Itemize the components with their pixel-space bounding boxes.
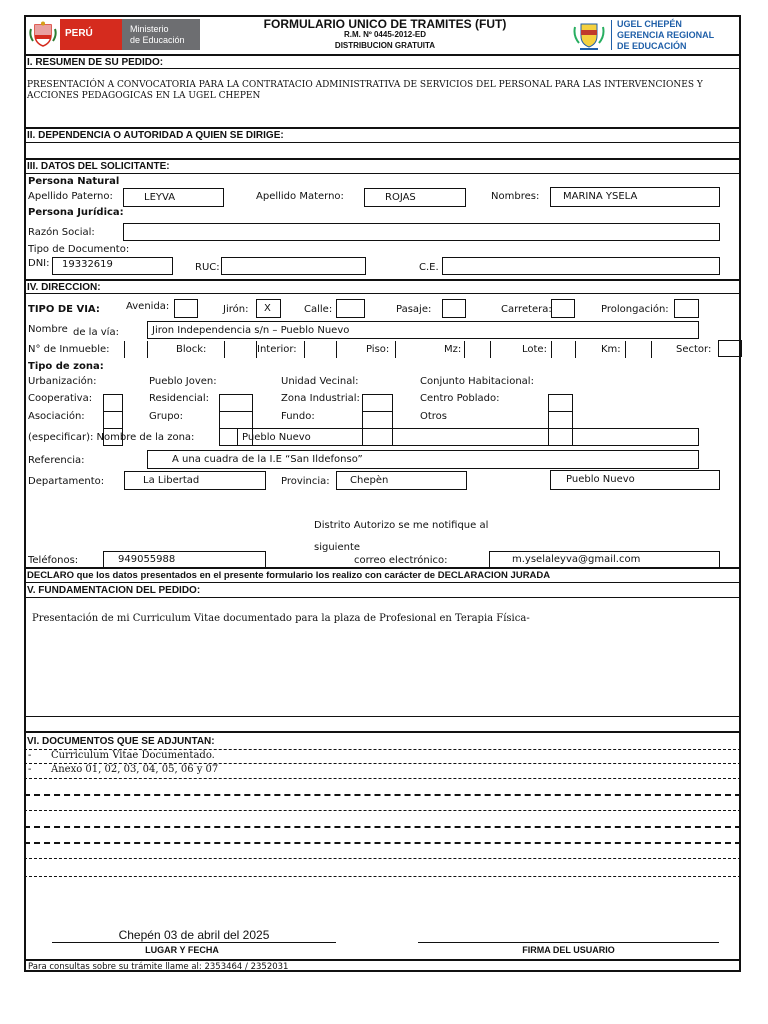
- section-6-title: VI. DOCUMENTOS QUE SE ADJUNTAN:: [27, 736, 215, 747]
- zone-checkbox[interactable]: [548, 411, 573, 429]
- ugel-line3: DE EDUCACIÓN: [617, 41, 687, 51]
- lugar-fecha-label: LUGAR Y FECHA: [145, 945, 219, 955]
- declaracion-jurada: DECLARO que los datos presentados en el presente formulario los realizo con carácter de DECLARACION JURADA: [27, 570, 551, 581]
- calle-checkbox[interactable]: [336, 299, 365, 318]
- zone-checkbox[interactable]: [219, 411, 253, 429]
- ugel-logo: [572, 18, 742, 52]
- section-1-title: I. RESUMEN DE SU PEDIDO:: [27, 57, 164, 68]
- rule: [24, 127, 741, 129]
- dotted-line: [24, 842, 741, 844]
- prolongacion-label: Prolongación:: [601, 304, 669, 315]
- firma-label: FIRMA DEL USUARIO: [522, 945, 615, 955]
- correo-label: correo electrónico:: [354, 555, 448, 566]
- nombre-via-label-a: Nombre: [28, 324, 68, 335]
- avenida-label: Avenida:: [126, 301, 170, 312]
- avenida-checkbox[interactable]: [174, 299, 198, 318]
- signature-line-left: [52, 942, 336, 943]
- divider: [395, 341, 396, 358]
- otros-label: Otros: [420, 411, 448, 422]
- regional-emblem-icon: [572, 19, 606, 51]
- lote-label: Lote:: [522, 344, 547, 355]
- divider: [625, 341, 626, 358]
- residencial-label: Residencial:: [149, 393, 210, 404]
- nombre-zona-field[interactable]: Pueblo Nuevo: [237, 428, 699, 446]
- rule: [24, 158, 741, 160]
- dotted-line: [24, 778, 741, 779]
- distribution-note: DISTRIBUCION GRATUITA: [334, 41, 436, 50]
- dotted-line: [24, 858, 741, 859]
- doc-item-2[interactable]: Anexo 01, 02, 03, 04, 05, 06 y 07: [51, 764, 219, 775]
- dotted-line: [24, 876, 741, 877]
- ruc-label: RUC:: [195, 262, 220, 273]
- ap-materno-label: Apellido Materno:: [256, 191, 344, 202]
- zone-checkbox[interactable]: [362, 411, 393, 429]
- divider: [575, 341, 576, 358]
- provincia-field[interactable]: Chepèn: [336, 471, 467, 490]
- divider: [147, 341, 148, 358]
- section-5-title: V. FUNDAMENTACION DEL PEDIDO:: [27, 585, 201, 596]
- centro-poblado-label: Centro Poblado:: [420, 393, 500, 404]
- unidad-vecinal-label: Unidad Vecinal:: [281, 376, 359, 387]
- rule: [24, 959, 741, 961]
- doc-bullet-2: -: [28, 764, 32, 775]
- zone-checkbox[interactable]: [362, 394, 393, 412]
- zone-checkbox[interactable]: [103, 394, 123, 412]
- rule: [24, 279, 741, 281]
- ministry-line1: Ministerio: [130, 24, 169, 34]
- zona-industrial-label: Zona Industrial:: [281, 393, 360, 404]
- ugel-line1: UGEL CHEPÉN: [617, 19, 682, 29]
- especificar-label: (especificar): Nombre de la zona:: [28, 432, 195, 443]
- departamento-field[interactable]: La Libertad: [124, 471, 266, 490]
- divider: [304, 341, 305, 358]
- rule: [24, 597, 741, 598]
- peru-label: PERÚ: [65, 28, 93, 39]
- rm-number: R.M. Nº 0445-2012-ED: [343, 30, 427, 39]
- form-title: FORMULARIO UNICO DE TRAMITES (FUT): [263, 17, 507, 31]
- telefonos-label: Teléfonos:: [28, 555, 79, 566]
- mz-label: Mz:: [444, 344, 462, 355]
- tipo-zona-label: Tipo de zona:: [28, 361, 104, 372]
- rule: [24, 731, 741, 733]
- urbanizacion-label: Urbanización:: [28, 376, 97, 387]
- grupo-label: Grupo:: [149, 411, 184, 422]
- signature-line-right[interactable]: [418, 942, 719, 943]
- divider: [464, 341, 465, 358]
- rule: [24, 173, 741, 174]
- zone-checkbox[interactable]: [548, 394, 573, 412]
- interior-label: Interior:: [257, 344, 297, 355]
- rule: [24, 716, 741, 717]
- n-inmueble-label: N° de Inmueble:: [28, 344, 110, 355]
- persona-juridica-label: Persona Jurídica:: [28, 207, 124, 218]
- jiron-checkbox[interactable]: X: [256, 299, 281, 318]
- cooperativa-label: Cooperativa:: [28, 393, 93, 404]
- tipo-doc-label: Tipo de Documento:: [28, 244, 130, 255]
- fundamentacion-text[interactable]: Presentación de mi Curriculum Vitae documentado para la plaza de Profesional en Terapia Física-: [32, 613, 530, 624]
- pasaje-checkbox[interactable]: [442, 299, 466, 318]
- nombre-via-label-b: de la vía:: [73, 327, 119, 338]
- dotted-line: [24, 810, 741, 811]
- razon-social-field[interactable]: [123, 223, 720, 241]
- asociacion-label: Asociación:: [28, 411, 85, 422]
- nombre-via-field[interactable]: Jiron Independencia s/n – Pueblo Nuevo: [147, 321, 699, 339]
- jiron-label: Jirón:: [223, 304, 249, 315]
- referencia-label: Referencia:: [28, 455, 85, 466]
- tipo-via-label: TIPO DE VIA:: [28, 304, 100, 315]
- rule: [24, 293, 741, 294]
- section-4-title: IV. DIRECCION:: [27, 282, 101, 293]
- autorizo-line1: Distrito Autorizo se me notifique al: [314, 520, 489, 531]
- ap-materno-field[interactable]: ROJAS: [364, 188, 466, 207]
- divider: [224, 341, 225, 358]
- place-date[interactable]: Chepén 03 de abril del 2025: [118, 928, 270, 942]
- summary-text[interactable]: PRESENTACIÓN A CONVOCATORIA PARA LA CONTRATACIO ADMINISTRATIVA DE SERVICIOS DEL PERSONAL PARA LAS INTERVENCIONES Y ACCIONES PEDAGOGICAS EN LA UGEL CHEPEN: [27, 80, 703, 101]
- block-label: Block:: [176, 344, 207, 355]
- coat-of-arms-icon: [29, 21, 57, 48]
- fundo-label: Fundo:: [281, 411, 315, 422]
- section-2-title: II. DEPENDENCIA O AUTORIDAD A QUIEN SE DIRIGE:: [27, 130, 284, 141]
- rule: [24, 582, 741, 583]
- divider: [490, 341, 491, 358]
- sector-label: Sector:: [676, 344, 712, 355]
- ministry-line2: de Educación: [130, 35, 185, 45]
- referencia-field[interactable]: A una cuadra de la I.E “San Ildefonso”: [147, 450, 699, 469]
- ugel-divider: [611, 20, 612, 50]
- ap-paterno-field[interactable]: LEYVA: [123, 188, 224, 207]
- ap-paterno-label: Apellido Paterno:: [28, 191, 113, 202]
- razon-social-label: Razón Social:: [28, 227, 95, 238]
- carretera-checkbox[interactable]: [551, 299, 575, 318]
- provincia-label: Provincia:: [281, 476, 330, 487]
- doc-item-1[interactable]: Curriculum Vitae Documentado.: [51, 750, 215, 761]
- calle-label: Calle:: [304, 304, 333, 315]
- ugel-line2: GERENCIA REGIONAL: [617, 30, 715, 40]
- divider: [551, 341, 552, 358]
- divider: [336, 341, 337, 358]
- correo-field[interactable]: m.yselaleyva@gmail.com: [489, 551, 720, 568]
- persona-natural-label: Persona Natural: [28, 176, 120, 187]
- consultas-note: Para consultas sobre su trámite llame al: 2353464 / 2352031: [28, 962, 289, 972]
- ce-field[interactable]: [442, 257, 720, 275]
- distrito-field[interactable]: Pueblo Nuevo: [550, 470, 720, 490]
- piso-label: Piso:: [366, 344, 390, 355]
- dni-label: DNI:: [28, 258, 50, 269]
- nombres-label: Nombres:: [491, 191, 540, 202]
- dotted-line: [24, 794, 741, 796]
- conjunto-label: Conjunto Habitacional:: [420, 376, 534, 387]
- zone-checkbox[interactable]: [219, 394, 253, 412]
- zone-checkbox[interactable]: [103, 411, 123, 429]
- autorizo-line2: siguiente: [314, 542, 361, 553]
- dni-field[interactable]: 19332619: [52, 257, 173, 275]
- pasaje-label: Pasaje:: [396, 304, 432, 315]
- divider: [124, 341, 125, 358]
- section-3-title: III. DATOS DEL SOLICITANTE:: [27, 161, 170, 172]
- telefono-field[interactable]: 949055988: [103, 551, 266, 568]
- dotted-line: [24, 826, 741, 828]
- rule: [24, 68, 741, 69]
- rule: [24, 54, 741, 56]
- doc-bullet-1: -: [28, 750, 32, 761]
- prolongacion-checkbox[interactable]: [674, 299, 699, 318]
- ce-label: C.E.: [419, 262, 439, 273]
- sector-field[interactable]: [718, 340, 742, 357]
- rule: [24, 142, 741, 143]
- carretera-label: Carretera:: [501, 304, 552, 315]
- peru-logo: [27, 19, 200, 50]
- km-label: Km:: [601, 344, 621, 355]
- pueblo-joven-label: Pueblo Joven:: [149, 376, 217, 387]
- departamento-label: Departamento:: [28, 476, 105, 487]
- ruc-field[interactable]: [221, 257, 366, 275]
- divider: [651, 341, 652, 358]
- nombres-field[interactable]: MARINA YSELA: [550, 187, 720, 207]
